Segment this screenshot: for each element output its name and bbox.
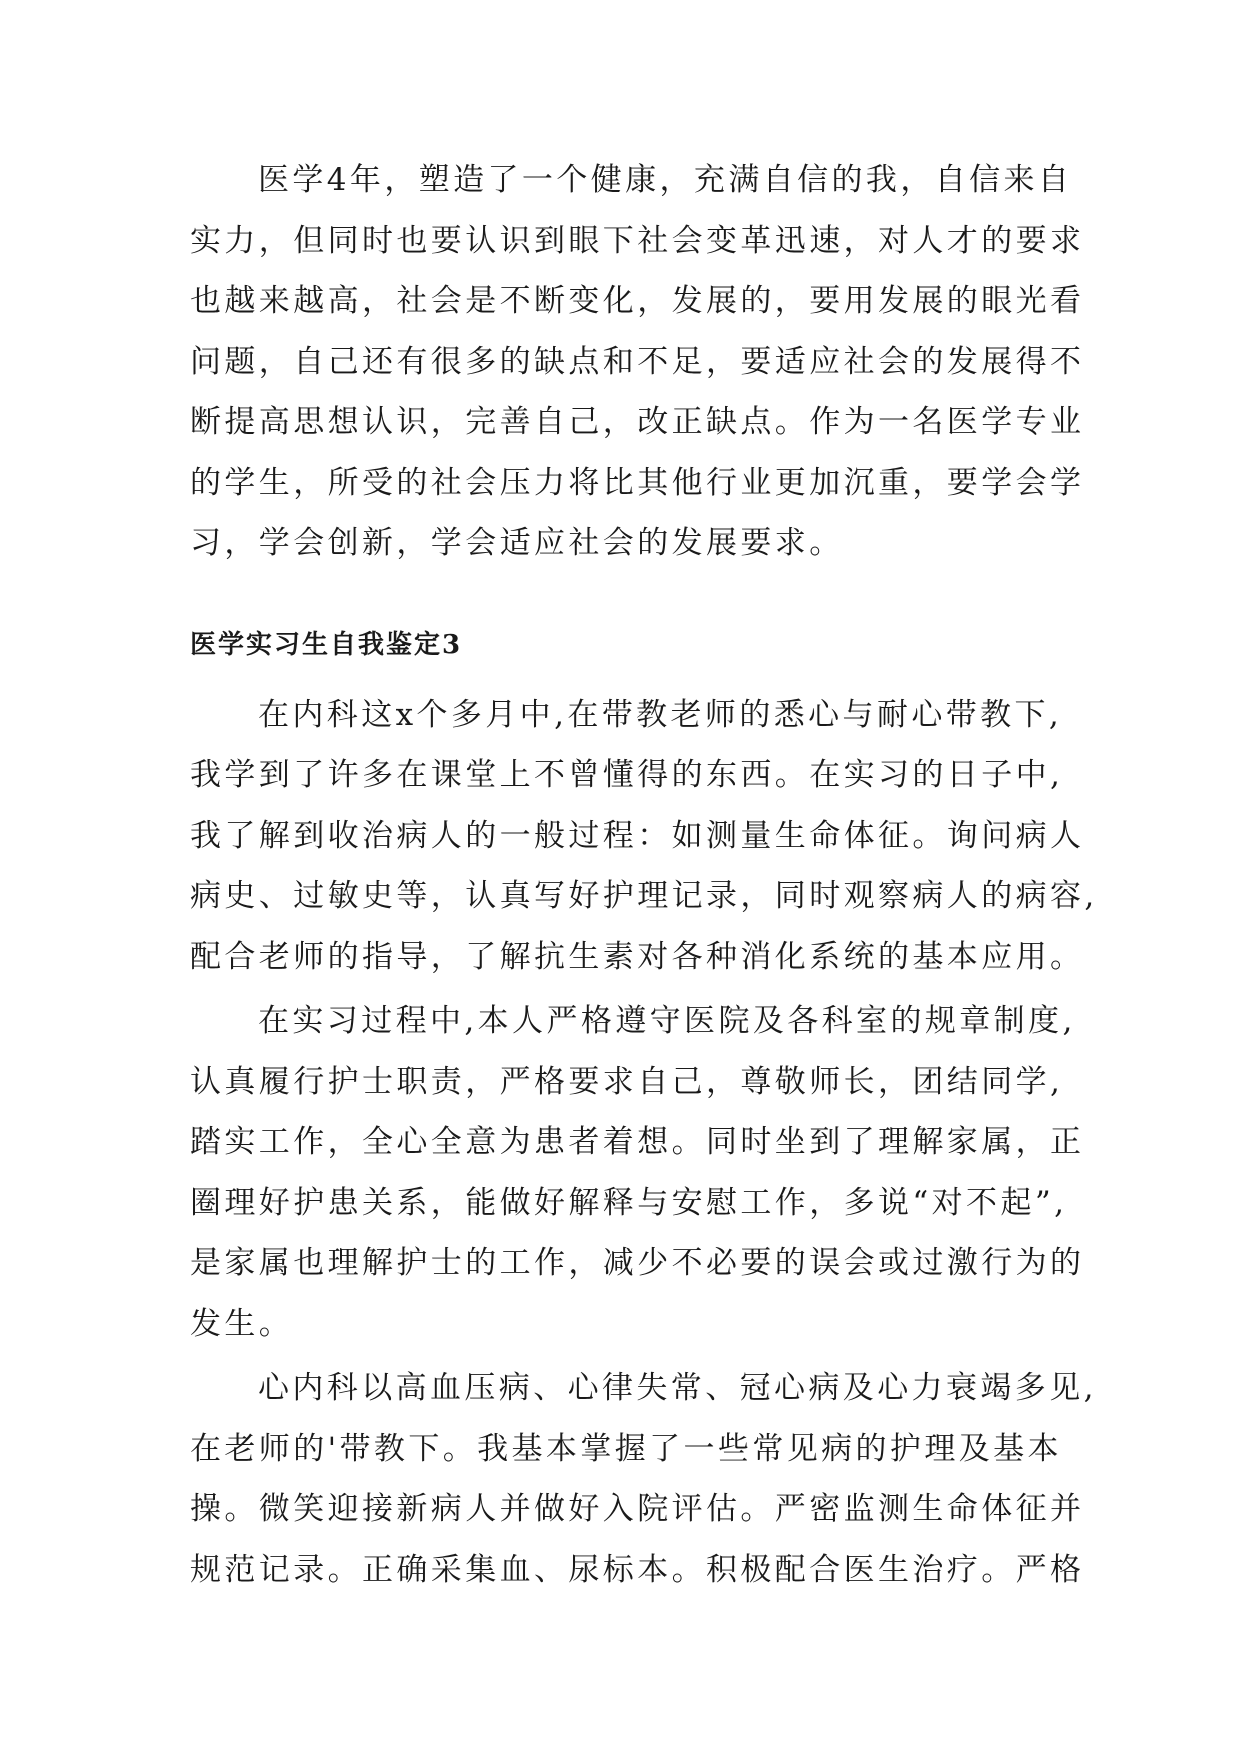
text-line: 规范记录。正确采集血、尿标本。积极配合医生治疗。严格 — [190, 1551, 1085, 1588]
text-line: 习，学会创新，学会适应社会的发展要求。 — [190, 525, 844, 561]
text-line: 认真履行护士职责，严格要求自己，尊敬师长，团结同学, — [190, 1063, 1064, 1100]
paragraph-4 — [190, 1358, 1097, 1600]
paragraph-3 — [190, 991, 1085, 1354]
text-line: 断提高思想认识，完善自己，改正缺点。作为一名医学专业 — [190, 404, 1085, 440]
text-line: 圈理好护患关系，能做好解释与安慰工作，多说“对不起”, — [190, 1184, 1068, 1221]
text-line: 在实习过程中,本人严格遵守医院及各科室的规章制度, — [258, 1003, 1076, 1039]
paragraph-2 — [190, 685, 1098, 988]
text-line: 踏实工作，全心全意为患者着想。同时坐到了理解家属，正 — [190, 1124, 1085, 1160]
section-heading: 医学实习生自我鉴定3 — [190, 629, 463, 660]
text-line: 病史、过敏史等，认真写好护理记录，同时观察病人的病容, — [190, 878, 1098, 914]
text-line: 是家属也理解护士的工作，减少不必要的误会或过激行为的 — [190, 1245, 1085, 1281]
text-line: 也越来越高，社会是不断变化，发展的，要用发展的眼光看 — [190, 283, 1085, 319]
text-line: 发生。 — [190, 1305, 294, 1342]
text-line: 我了解到收治病人的一般过程：如测量生命体征。询问病人 — [190, 817, 1085, 854]
text-line: 医学4年，塑造了一个健康，充满自信的我，自信来自 — [258, 162, 1073, 198]
text-line: 在老师的'带教下。我基本掌握了一些常见病的护理及基本 — [190, 1430, 1062, 1467]
text-line: 心内科以高血压病、心律失常、冠心病及心力衰竭多见, — [258, 1370, 1097, 1406]
text-line: 在内科这x个多月中,在带教老师的悉心与耐心带教下, — [258, 696, 1063, 733]
text-line: 的学生，所受的社会压力将比其他行业更加沉重，要学会学 — [190, 464, 1085, 501]
text-line: 操。微笑迎接新病人并做好入院评估。严密监测生命体征并 — [190, 1491, 1085, 1527]
document-page — [190, 150, 1098, 1600]
paragraph-1 — [190, 150, 1085, 574]
text-line: 问题，自己还有很多的缺点和不足，要适应社会的发展得不 — [190, 343, 1085, 380]
text-line: 我学到了许多在课堂上不曾懂得的东西。在实习的日子中, — [190, 757, 1064, 793]
text-line: 实力，但同时也要认识到眼下社会变革迅速，对人才的要求 — [190, 222, 1085, 259]
text-line: 配合老师的指导，了解抗生素对各种消化系统的基本应用。 — [190, 938, 1085, 975]
